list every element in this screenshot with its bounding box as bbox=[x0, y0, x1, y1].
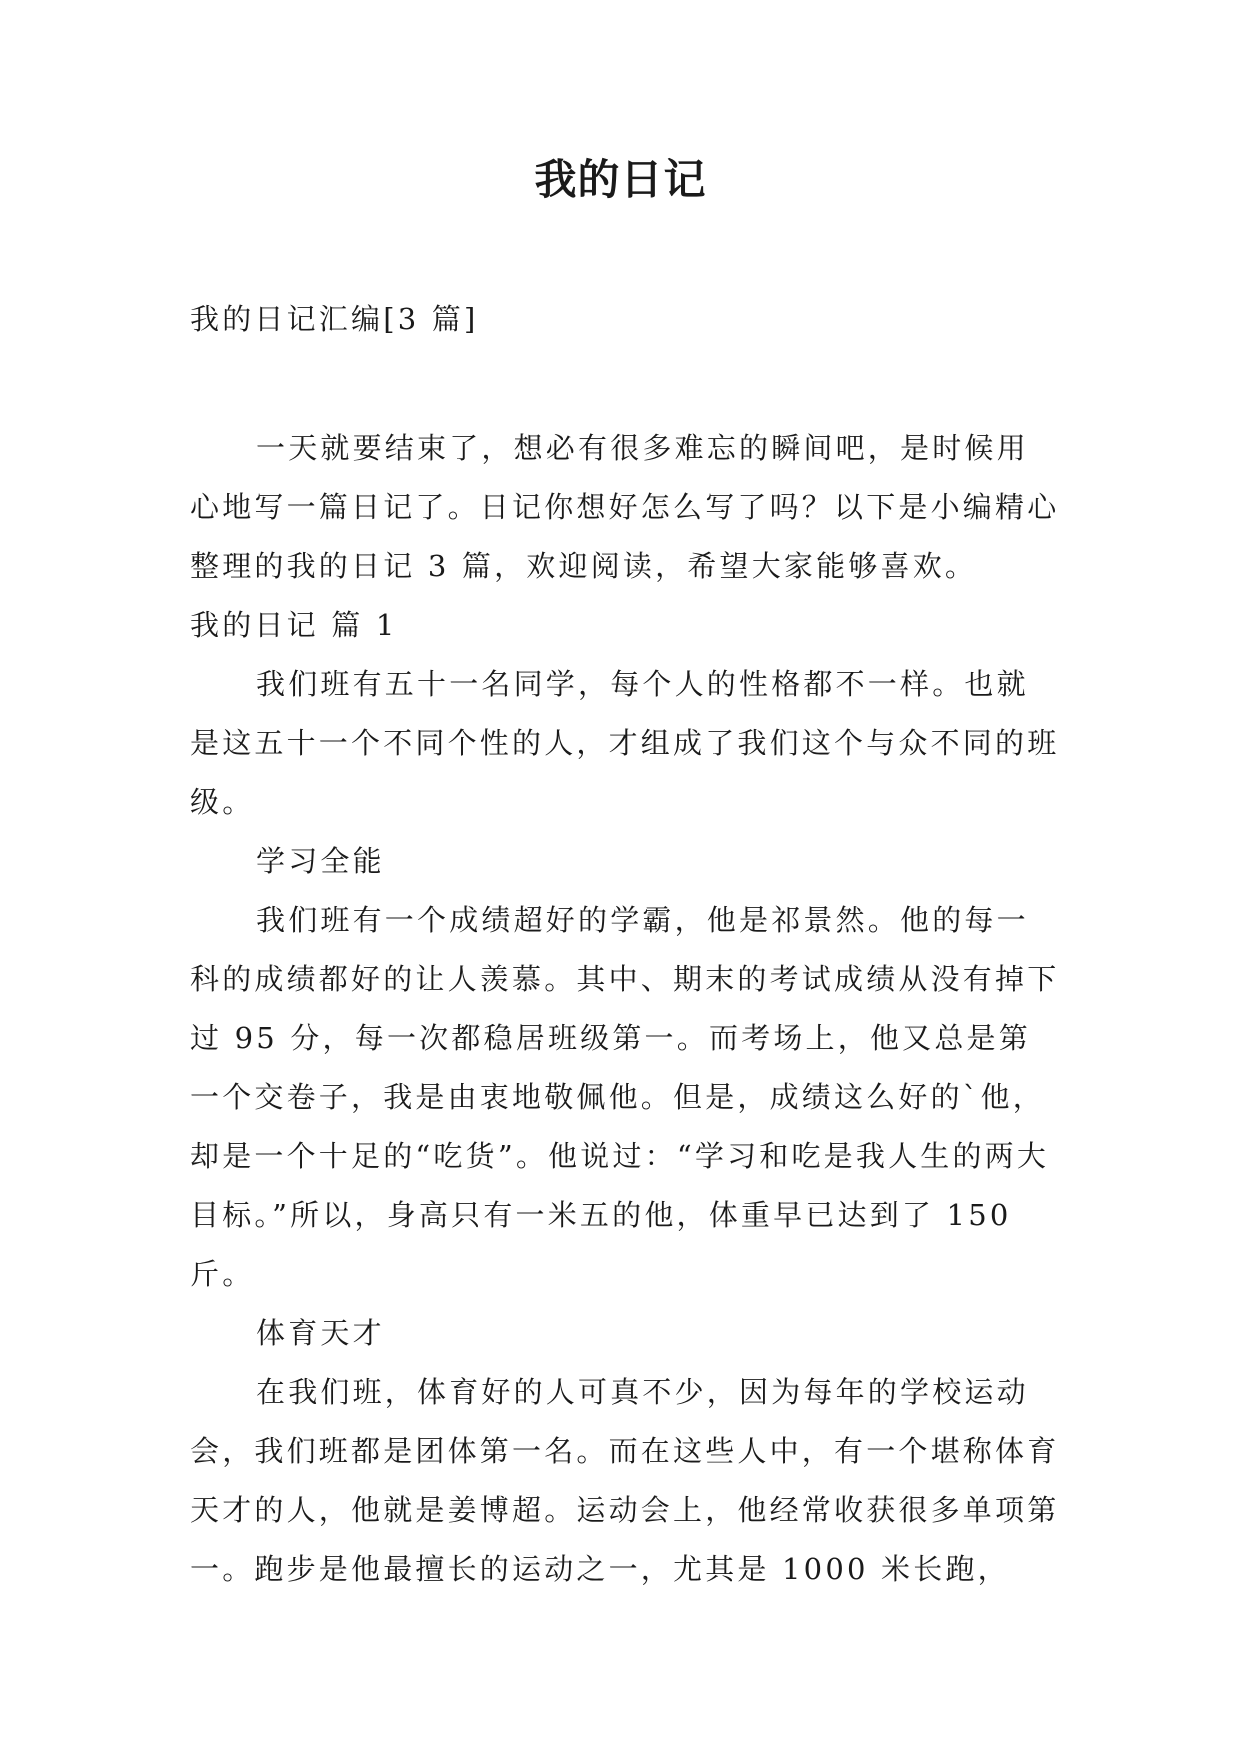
section-heading: 我的日记 篇 1 bbox=[190, 608, 398, 642]
subheading: 学习全能 bbox=[256, 844, 385, 878]
body-paragraph: 我们班有五十一名同学，每个人的性格都不一样。也就是这五十一个不同个性的人，才组成了我们这个与众不同的班级。 bbox=[190, 667, 1060, 819]
subheading: 体育天才 bbox=[256, 1316, 385, 1350]
body-paragraph: 在我们班，体育好的人可真不少，因为每年的学校运动会，我们班都是团体第一名。而在这些人中，有一个堪称体育天才的人，他就是姜博超。运动会上，他经常收获很多单项第一。跑步是他最擅长的运动之一，尤其是 1000 米长跑， bbox=[190, 1375, 1060, 1586]
intro-paragraph: 一天就要结束了，想必有很多难忘的瞬间吧，是时候用心地写一篇日记了。日记你想好怎么写了吗？以下是小编精心整理的我的日记 3 篇，欢迎阅读，希望大家能够喜欢。 bbox=[190, 431, 1060, 583]
document-title: 我的日记 bbox=[534, 155, 707, 204]
paragraph-spacer bbox=[190, 349, 1060, 419]
document-subtitle: 我的日记汇编[3 篇] bbox=[190, 302, 479, 336]
document-body bbox=[190, 290, 1060, 1599]
body-paragraph: 我们班有一个成绩超好的学霸，他是祁景然。他的每一科的成绩都好的让人羡慕。其中、期末的考试成绩从没有掉下过 95 分，每一次都稳居班级第一。而考场上，他又总是第一个交卷子，我是由衷地敬佩他。但是，成绩这么好的`他，却是一个十足的“吃货”。他说过：“学习和吃是我人生的两大目标。”所以，身高只有一米五的他，体重早已达到了 150 斤。 bbox=[190, 903, 1060, 1291]
